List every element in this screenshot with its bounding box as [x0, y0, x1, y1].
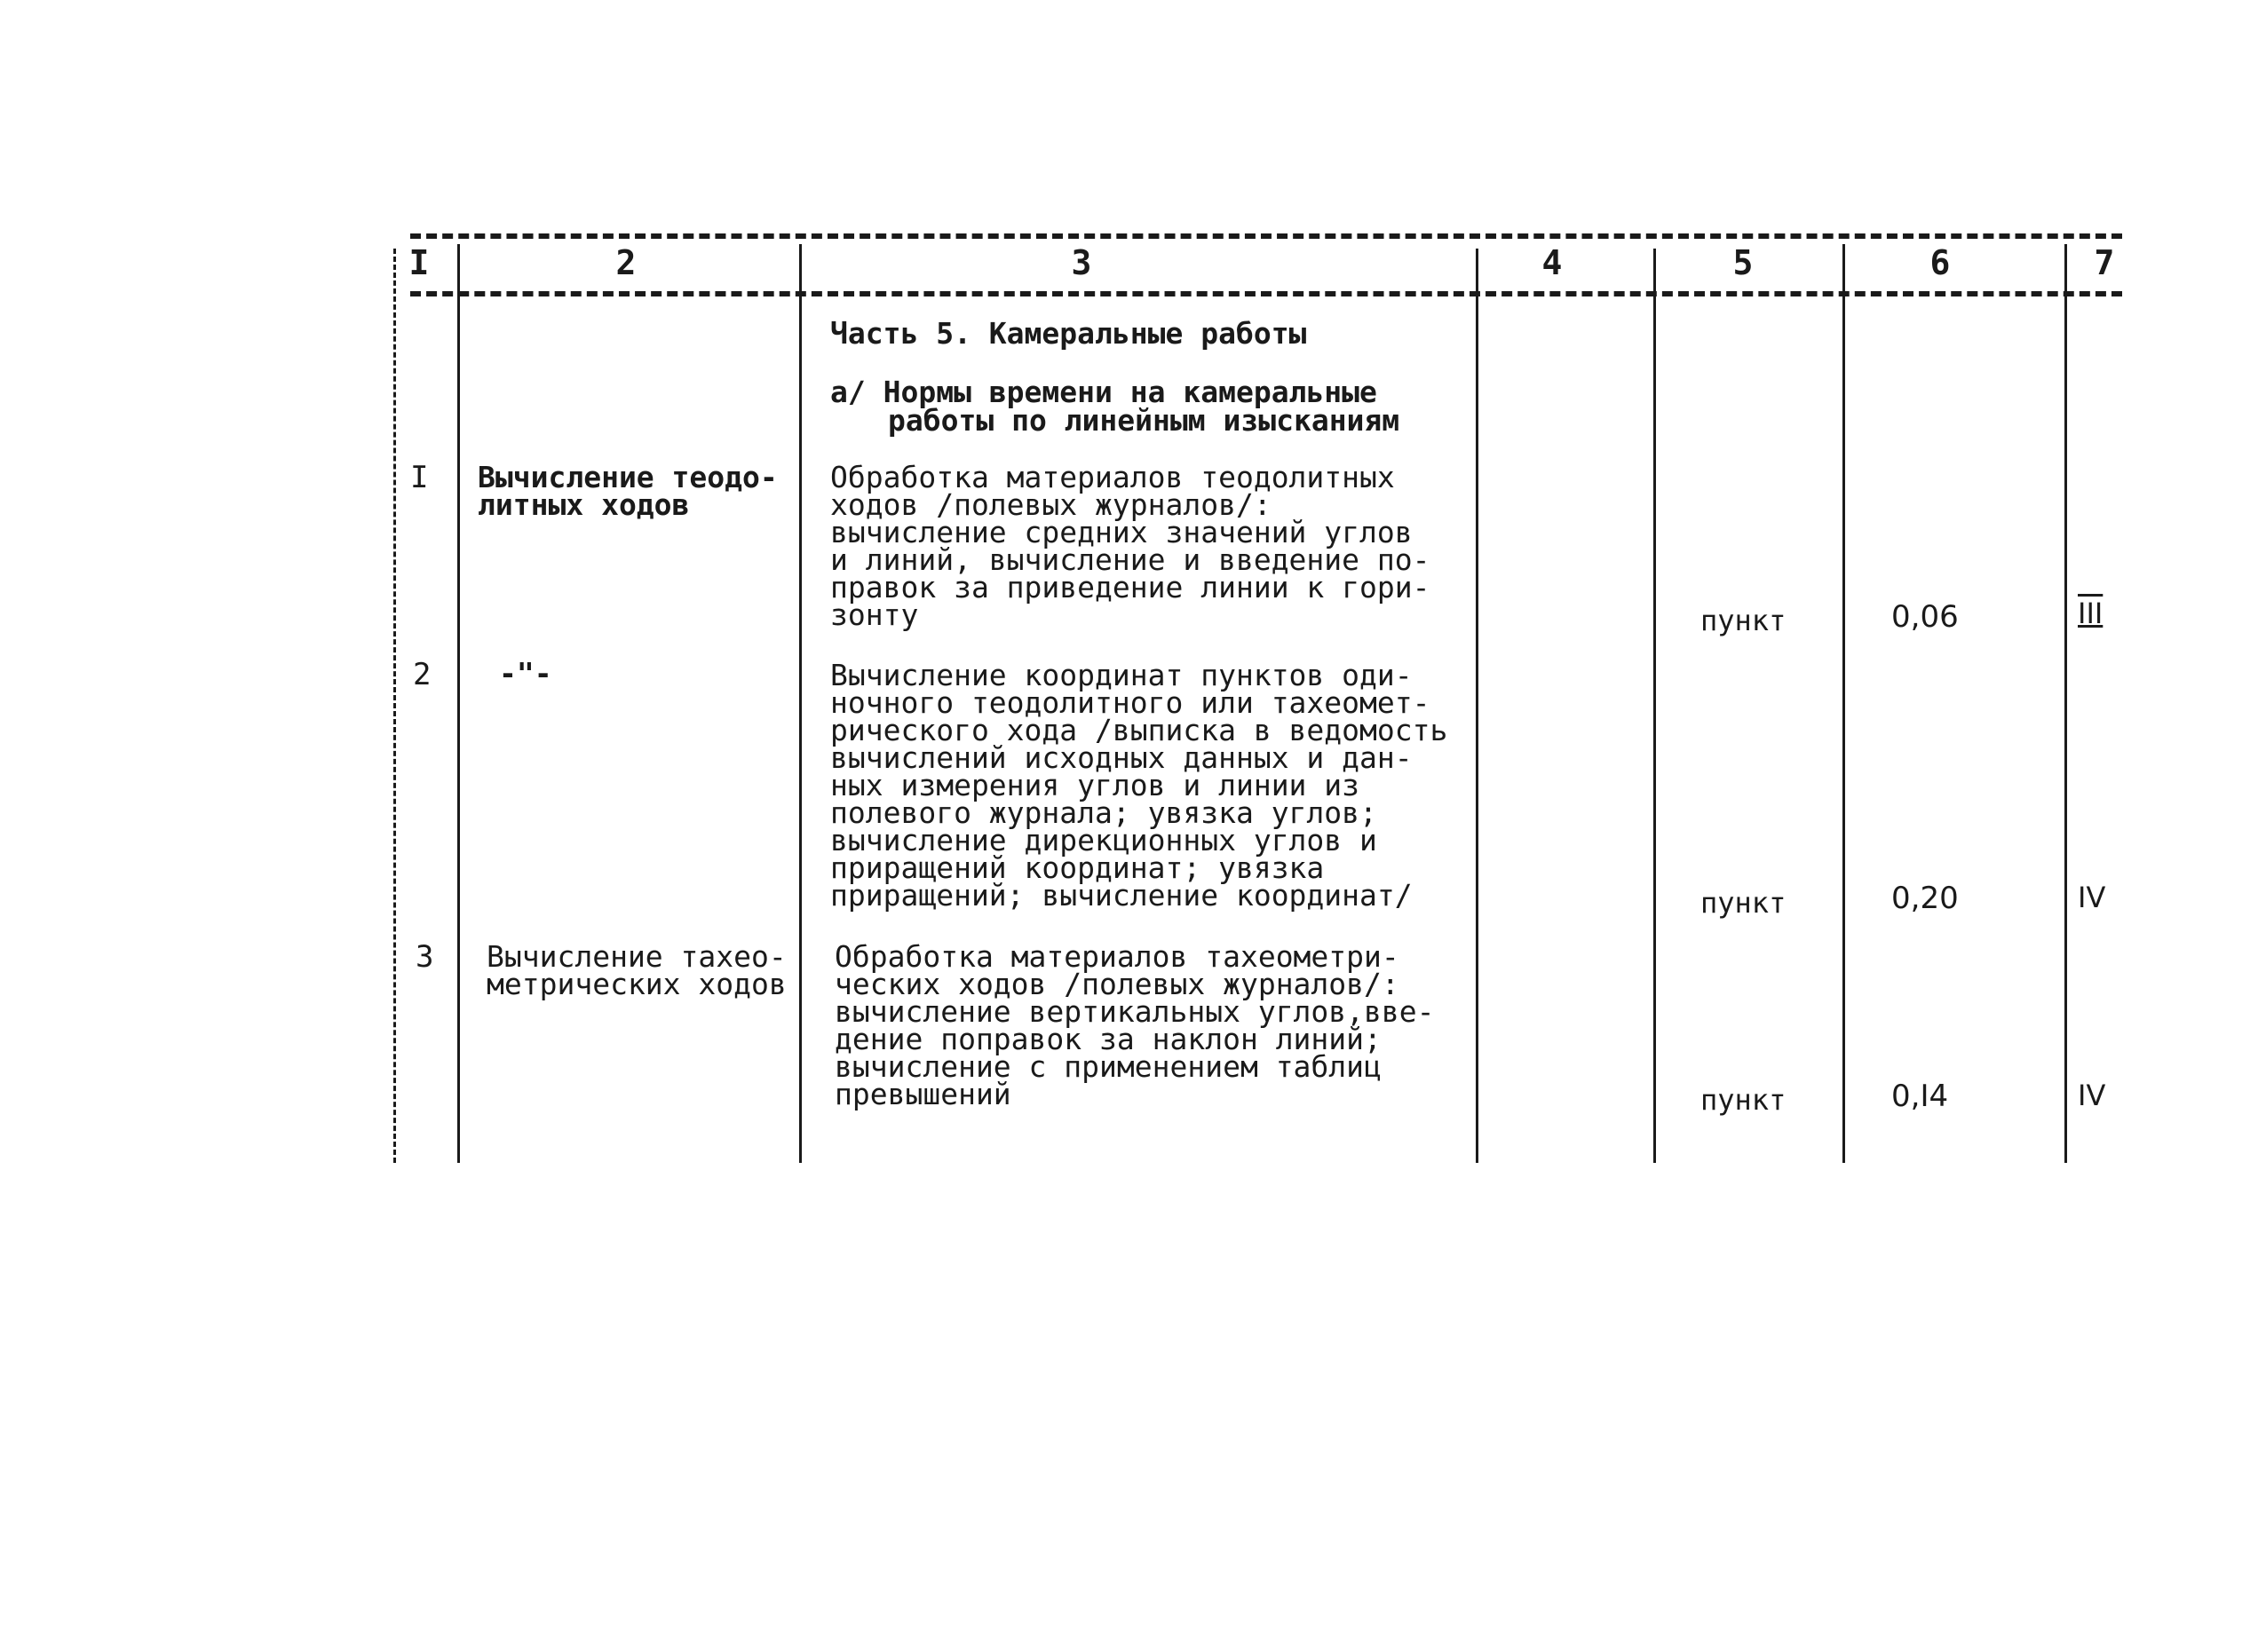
column-border-2-3	[799, 244, 802, 1163]
row-2-category: IV	[2078, 881, 2106, 914]
header-col-6: 6	[1929, 243, 1951, 282]
column-border-left	[393, 249, 396, 1163]
header-col-4: 4	[1541, 243, 1563, 282]
header-bottom-border	[410, 291, 2122, 296]
row-2-norm: 0,20	[1891, 881, 1959, 916]
header-col-5: 5	[1732, 243, 1754, 282]
row-2-description: Вычисление координат пунктов оди- ночного теодолитного или тахеомет- рического хода /выписка в ведомость вычислений исходных данных и дан- ных измерения углов и линии из полевого журнала; увязка углов; вычисление дирекционных углов и приращений координат; увязка приращений; вычисление координат/	[830, 658, 1448, 913]
column-border-4-5	[1653, 249, 1656, 1163]
column-border-3-4	[1476, 249, 1478, 1163]
row-2-name-ditto: -"-	[499, 656, 552, 691]
header-col-1: I	[408, 243, 430, 282]
header-col-7: 7	[2094, 243, 2115, 282]
table-top-border	[410, 233, 2122, 239]
row-1-description: Обработка материалов теодолитных ходов /полевых журналов/: вычисление средних значений углов и линий, вычисление и введение по- правок за приведение линии к гори- зонту	[830, 460, 1430, 632]
row-3-category: IV	[2078, 1079, 2106, 1112]
row-3-norm: 0,I4	[1891, 1079, 1949, 1114]
subtitle-line-2: работы по линейным изысканиям	[888, 403, 1400, 438]
row-1-unit: пункт	[1700, 604, 1787, 637]
row-3-description: Обработка материалов тахеометри- ческих ходов /полевых журналов/: вычисление вертикальных углов,вве- дение поправок за наклон линий; вычисление с применением таблиц превышений	[835, 939, 1435, 1111]
row-3-unit: пункт	[1700, 1083, 1787, 1117]
row-1-norm: 0,06	[1891, 599, 1959, 635]
column-border-1-2	[457, 244, 460, 1163]
column-border-6-7	[2064, 244, 2067, 1163]
row-3-number: 3	[416, 939, 434, 975]
row-2-unit: пункт	[1700, 886, 1787, 920]
row-1-number: I	[410, 460, 429, 495]
row-3-name-line-2: метрических ходов	[487, 967, 787, 1001]
column-border-5-6	[1842, 244, 1845, 1163]
row-1-name-line-2: литных ходов	[478, 487, 690, 522]
header-col-2: 2	[615, 243, 637, 282]
header-col-3: 3	[1071, 243, 1092, 282]
row-3-name-line-1: Вычисление тахео-	[487, 939, 787, 974]
row-2-number: 2	[413, 657, 432, 692]
subtitle-line-1: а/ Нормы времени на камеральные	[830, 375, 1377, 409]
row-1-name-line-1: Вычисление теодо-	[478, 460, 778, 494]
part-title: Часть 5. Камеральные работы	[830, 316, 1307, 351]
row-1-category: III	[2078, 597, 2104, 630]
